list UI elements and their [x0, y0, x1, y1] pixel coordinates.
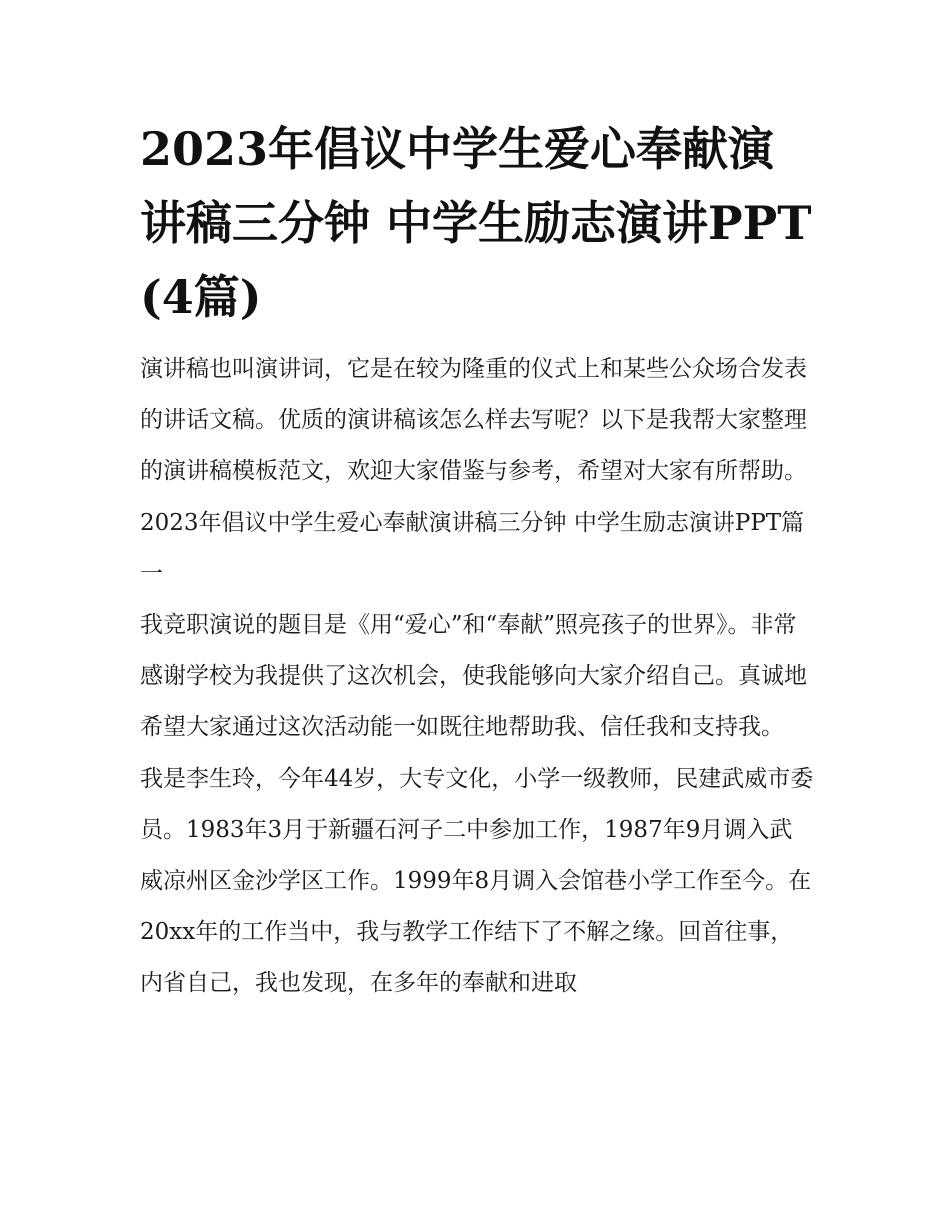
intro-paragraph: 演讲稿也叫演讲词，它是在较为隆重的仪式上和某些公众场合发表的讲话文稿。优质的演讲稿该怎么样去写呢？以下是我帮大家整理的演讲稿模板范文，欢迎大家借鉴与参考，希望对大家有所帮助。	[140, 356, 807, 485]
document-body	[140, 344, 815, 1010]
document-title: 2023年倡议中学生爱心奉献演讲稿三分钟 中学生励志演讲PPT(4篇)	[140, 122, 812, 324]
speech-paragraph-2: 我是李生玲，今年44岁，大专文化，小学一级教师，民建武威市委员。1983年3月于新疆石河子二中参加工作，1987年9月调入武威凉州区金沙学区工作。1999年8月调入会馆巷小学工作至今。在20xx年的工作当中，我与教学工作结下了不解之缘。回首往事，内省自己，我也发现，在多年的奉献和进取	[140, 765, 814, 997]
section-heading-1: 2023年倡议中学生爱心奉献演讲稿三分钟 中学生励志演讲PPT篇一	[140, 509, 805, 587]
speech-paragraph-1: 我竞职演说的题目是《用“爱心”和“奉献”照亮孩子的世界》。非常感谢学校为我提供了这次机会，使我能够向大家介绍自己。真诚地希望大家通过这次活动能一如既往地帮助我、信任我和支持我。	[140, 612, 807, 741]
document-content	[140, 112, 815, 1010]
